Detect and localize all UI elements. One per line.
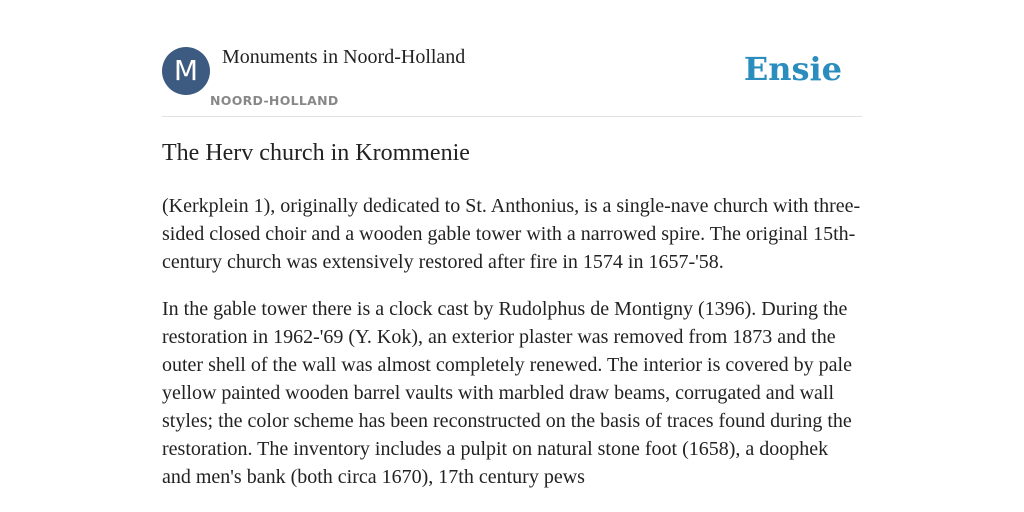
collection-category[interactable]: NOORD-HOLLAND	[210, 93, 339, 108]
article-body	[162, 192, 862, 510]
article-paragraph: (Kerkplein 1), originally dedicated to St. Anthonius, is a single-nave church with three-sided closed choir and a wooden gable tower with a narrowed spire. The original 15th-century church was extensively restored after fire in 1574 in 1657-'58.	[162, 195, 861, 273]
article-title: The Herv church in Krommenie	[162, 140, 470, 166]
collection-title[interactable]: Monuments in Noord-Holland	[222, 46, 466, 68]
page-container	[162, 0, 862, 488]
brand-logo[interactable]: Ensie	[743, 50, 842, 88]
article-paragraph: In the gable tower there is a clock cast by Rudolphus de Montigny (1396). During the restoration in 1962-'69 (Y. Kok), an exterior plaster was removed from 1873 and the outer shell of the wall was almost completely renewed. The interior is covered by pale yellow painted wooden barrel vaults with marbled draw beams, corrugated and wall styles; the color scheme has been reconstructed on the basis of traces found during the restoration. The inventory includes a pulpit on natural stone foot (1658), a doophek and men's bank (both circa 1670), 17th century pews	[162, 298, 852, 488]
avatar[interactable]: M	[162, 47, 210, 95]
collection-header	[162, 0, 862, 117]
